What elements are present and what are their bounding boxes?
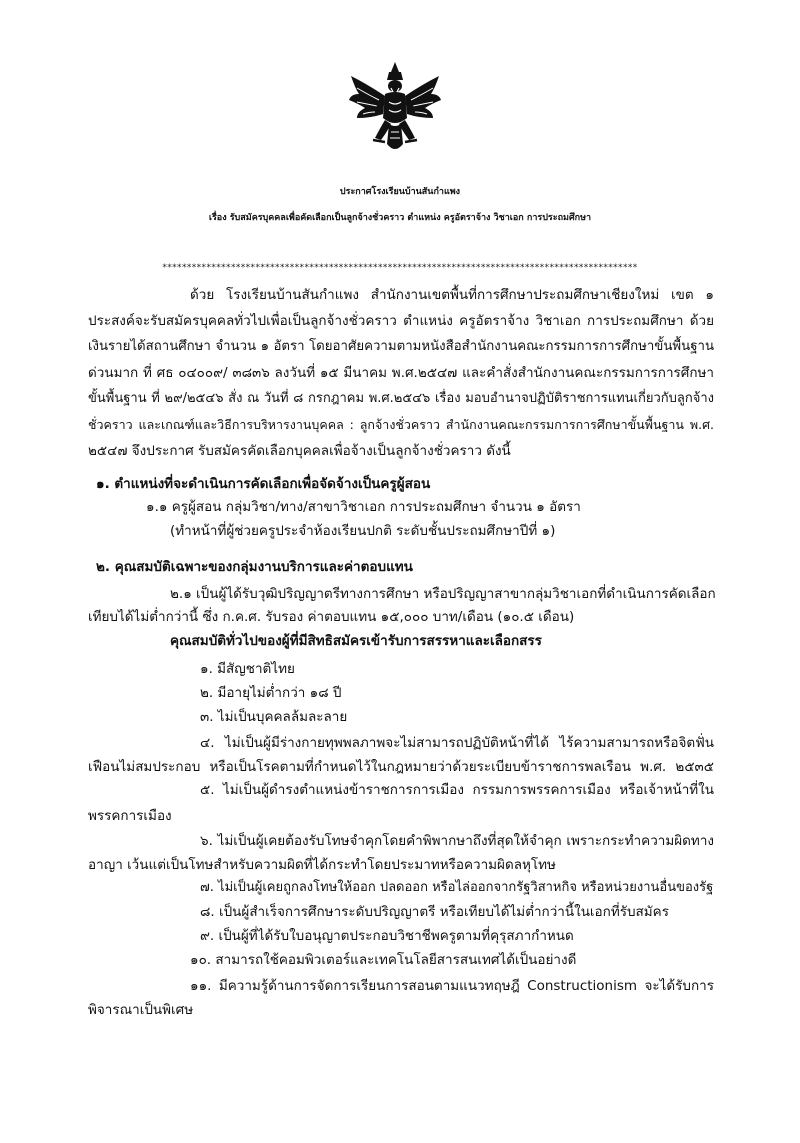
intro-line-1: ด้วย โรงเรียนบ้านสันกำแพง สำนักงานเขตพื้นที่การศึกษาประถมศึกษาเชียงใหม่ เขต ๑ [190,287,714,303]
qualification-11-line-2: พิจารณาเป็นพิเศษ [88,1002,194,1018]
qualification-5-line-2: พรรคการเมือง [88,808,172,824]
intro-line-2: ประสงค์จะรับสมัครบุคคลทั่วไปเพื่อเป็นลูกจ้างชั่วคราว ตำแหน่ง ครูอัตราจ้าง วิชาเอก การประถมศึกษา ด้วย [88,313,714,329]
section-2-heading: ๒. คุณสมบัติเฉพาะของกลุ่มงานบริการและค่าตอบแทน [96,559,413,575]
qualification-3: ๓. ไม่เป็นบุคคลล้มละลาย [200,709,348,725]
section-2-line-2: เทียบได้ไม่ต่ำกว่านี้ ซึ่ง ก.ค.ศ. รับรอง ค่าตอบแทน ๑๕,๐๐๐ บาท/เดือน (๑๐.๕ เดือน) [88,609,575,625]
section-1-item: ๑.๑ ครูผู้สอน กลุ่มวิชา/ทาง/สาขาวิชาเอก การประถมศึกษา จำนวน ๑ อัตรา [146,499,581,515]
qualification-1: ๑. มีสัญชาติไทย [200,661,295,677]
intro-line-5: ขั้นพื้นฐาน ที่ ๒๙/๒๕๔๖ สั่ง ณ วันที่ ๘ กรกฎาคม พ.ศ.๒๕๔๖ เรื่อง มอบอำนาจปฏิบัติราชการแทนเกี่ยวกับลูกจ้าง [88,391,714,406]
document-title: ประกาศโรงเรียนบ้านสันกำแพง [339,187,461,197]
qualifications-subheading: คุณสมบัติทั่วไปของผู้ที่มีสิทธิสมัครเข้ารับการสรรหาและเลือกสรร [170,633,542,649]
intro-line-3: เงินรายได้สถานศึกษา จำนวน ๑ อัตรา โดยอาศัยความตามหนังสือสำนักงานคณะกรรมการการศึกษาขั้นพื้นฐาน [88,339,714,354]
qualification-8: ๘. เป็นผู้สำเร็จการศึกษาระดับปริญญาตรี หรือเทียบได้ไม่ต่ำกว่านี้ในเอกที่รับสมัคร [200,904,669,920]
qualification-9: ๙. เป็นผู้ที่ได้รับใบอนุญาตประกอบวิชาชีพครูตามที่คุรุสภากำหนด [200,928,574,944]
section-2-line-1: ๒.๑ เป็นผู้ได้รับวุฒิปริญญาตรีทางการศึกษา หรือปริญญาสาขากลุ่มวิชาเอกที่ดำเนินการคัดเลือก [170,586,716,602]
intro-line-6: ชั่วคราว และเกณฑ์และวิธีการบริหารงานบุคคล : ลูกจ้างชั่วคราว สำนักงานคณะกรรมการการศึกษาขั้นพื้นฐาน พ.ศ. [88,417,714,432]
qualification-2: ๒. มีอายุไม่ต่ำกว่า ๑๘ ปี [200,685,342,701]
qualification-4-line-1: ๔. ไม่เป็นผู้มีร่างกายทุพพลภาพจะไม่สามารถปฏิบัติหน้าที่ได้ ไร้ความสามารถหรือจิตฟั่น [200,735,714,751]
qualification-5-line-1: ๕. ไม่เป็นผู้ดำรงตำแหน่งข้าราชการการเมือง กรรมการพรรคการเมือง หรือเจ้าหน้าที่ใน [200,782,714,798]
qualification-6-line-2: อาญา เว้นแต่เป็นโทษสำหรับความผิดที่ได้กระทำโดยประมาทหรือความผิดลหุโทษ [88,857,556,873]
qualification-4-line-2: เฟือนไม่สมประกอบ หรือเป็นโรคตามที่กำหนดไว้ในกฎหมายว่าด้วยระเบียบข้าราชการพลเรือน พ.ศ. ๒๕๓๕ [88,759,714,775]
intro-line-7: ๒๕๔๗ จึงประกาศ รับสมัครคัดเลือกบุคคลเพื่อจ้างเป็นลูกจ้างชั่วคราว ดังนี้ [88,443,511,459]
section-1-heading: ๑. ตำแหน่งที่จะดำเนินการคัดเลือกเพื่อจัดจ้างเป็นครูผู้สอน [96,476,431,492]
qualification-10: ๑๐. สามารถใช้คอมพิวเตอร์และเทคโนโลยีสารสนเทศได้เป็นอย่างดี [190,952,577,968]
separator-line: ************************************************************************************************* [162,263,638,273]
qualification-7: ๗. ไม่เป็นผู้เคยถูกลงโทษให้ออก ปลดออก หรือไล่ออกจากรัฐวิสาหกิจ หรือหน่วยงานอื่นของรัฐ [200,880,714,895]
document-subject: เรื่อง รับสมัครบุคคลเพื่อคัดเลือกเป็นลูกจ้างชั่วคราว ตำแหน่ง ครูอัตราจ้าง วิชาเอก การประถมศึกษา [208,213,592,223]
intro-line-4: ด่วนมาก ที่ ศธ ๐๔๐๐๙/ ๓๘๓๖ ลงวันที่ ๑๕ มีนาคม พ.ศ.๒๕๔๗ และคำสั่งสำนักงานคณะกรรมการการศึกษา [88,365,714,381]
qualification-6-line-1: ๖. ไม่เป็นผู้เคยต้องรับโทษจำคุกโดยคำพิพากษาถึงที่สุดให้จำคุก เพราะกระทำความผิดทาง [200,833,714,849]
section-1-note: (ทำหน้าที่ผู้ช่วยครูประจำห้องเรียนปกติ ระดับชั้นประถมศึกษาปีที่ ๑) [170,523,556,539]
qualification-11-line-1: ๑๑. มีความรู้ด้านการจัดการเรียนการสอนตามแนวทฤษฎี Constructionism จะได้รับการ [190,978,714,994]
garuda-emblem-icon [345,58,445,168]
